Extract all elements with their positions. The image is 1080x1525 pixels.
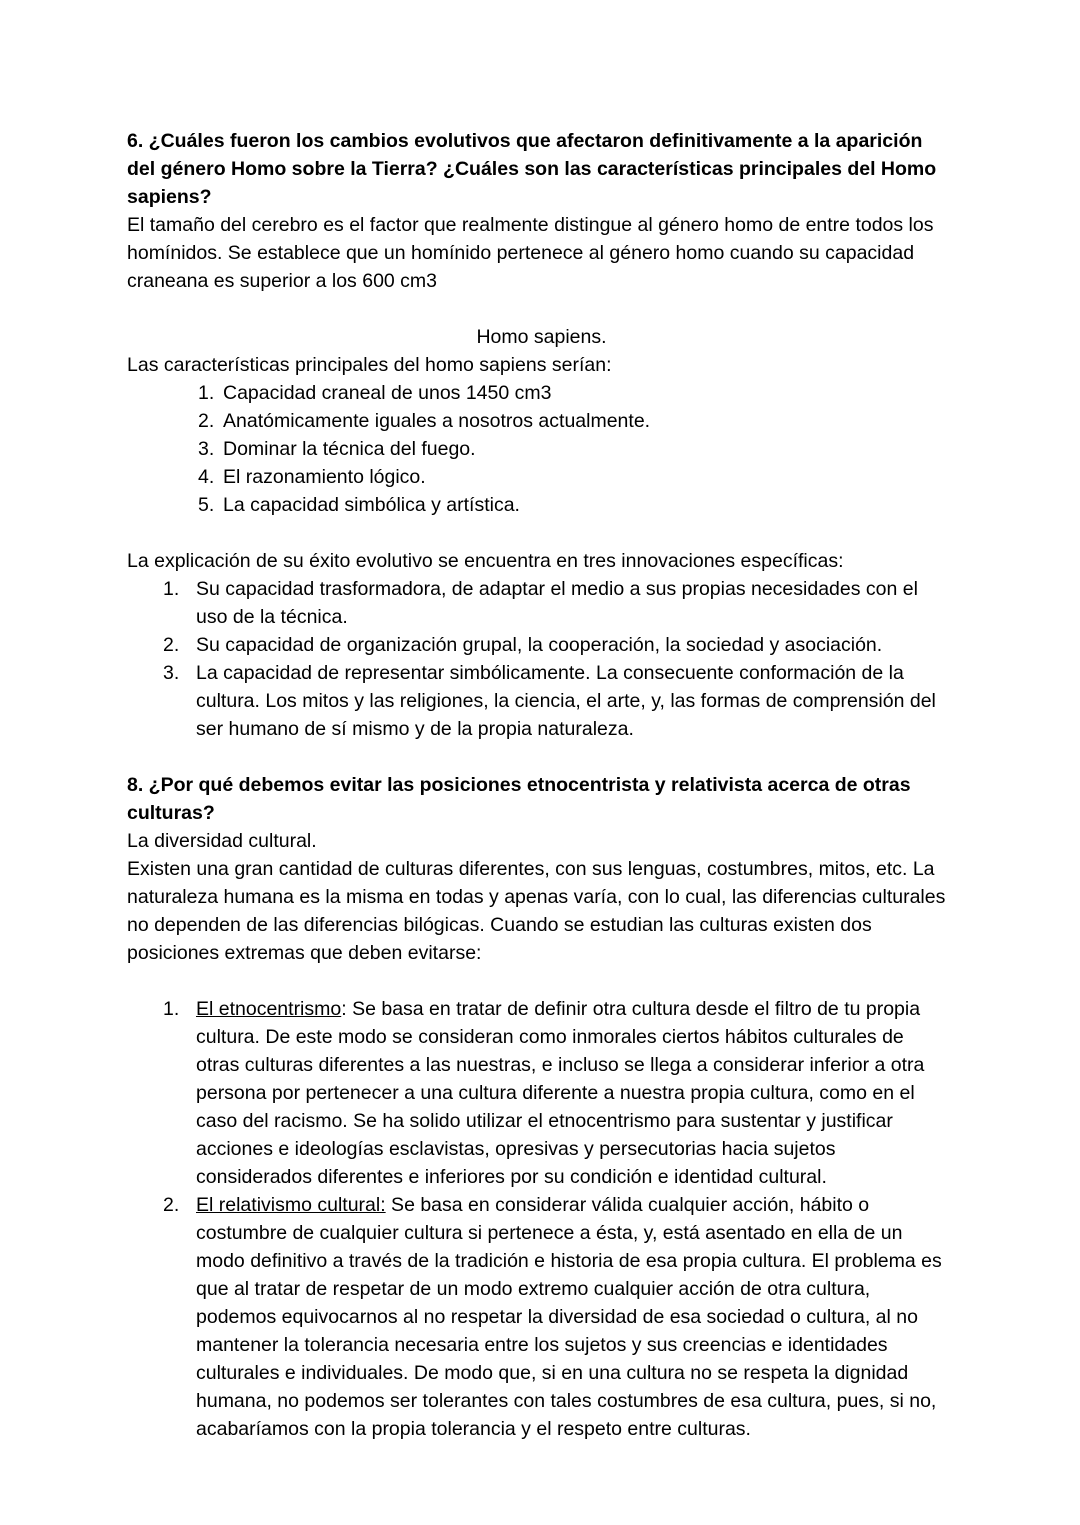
question-8-heading: 8. ¿Por qué debemos evitar las posiciones etnocentrista y relativista acerca de otras culturas? [127,774,911,824]
list-item-term: El etnocentrismo [196,998,342,1020]
list-item-number: 2. [163,634,180,656]
list-item-text: La capacidad de representar simbólicamente. La consecuente conformación de la cultura. Los mitos y las religiones, la ciencia, el arte, y, las formas de comprensión del ser humano de sí mismo y de la propia naturaleza. [196,662,936,740]
list-item [127,659,948,743]
list-item-number: 5. [198,494,215,516]
list-item [127,631,948,659]
list-item-term: El relativismo cultural: [196,1194,386,1216]
list-item-text: Su capacidad trasformadora, de adaptar el medio a sus propias necesidades con el uso de la técnica. [196,578,918,628]
list-item [127,491,948,519]
list1-lead-in: Las características principales del homo sapiens serían: [127,354,612,376]
list-item-number: 1. [163,998,180,1020]
list-item [127,435,948,463]
list-item-number: 3. [163,662,180,684]
list-item [127,995,948,1191]
list-item-text: Su capacidad de organización grupal, la cooperación, la sociedad y asociación. [196,634,883,656]
question-6-heading: 6. ¿Cuáles fueron los cambios evolutivos que afectaron definitivamente a la aparición del género Homo sobre la Tierra? ¿Cuáles son las características principales del Homo sapiens? [127,130,937,208]
list-item [127,407,948,435]
list-item-text: Capacidad craneal de unos 1450 cm3 [223,382,552,404]
document-body [127,127,948,1443]
evolutionary-innovations-list [127,575,948,743]
homo-sapiens-subheading: Homo sapiens. [476,326,607,348]
list-item-number: 1. [163,578,180,600]
list-item-number: 2. [198,410,215,432]
list-item [127,1191,948,1443]
list-item-text: Anatómicamente iguales a nosotros actualmente. [223,410,651,432]
list-item [127,575,948,631]
spacer [127,967,948,995]
homo-sapiens-characteristics-list [127,379,948,519]
spacer [127,295,948,323]
cultural-positions-list [127,995,948,1443]
list-item-text: Se basa en tratar de definir otra cultura desde el filtro de tu propia cultura. De este modo se consideran como inmorales ciertos hábitos culturales de otras culturas diferentes a las nuestras, e incluso se llega a considerar inferior a otra persona por pertenecer a una cultura diferente a nuestra propia cultura, como en el caso del racismo. Se ha solido utilizar el etnocentrismo para sustentar y justificar acciones e ideologías esclavistas, opresivas y persecutorias hacia sujetos considerados diferentes e inferiores por su condición e identidad cultural. [196,998,925,1188]
list-item-text: Dominar la técnica del fuego. [223,438,476,460]
list-item [127,463,948,491]
list-item-text: Se basa en considerar válida cualquier acción, hábito o costumbre de cualquier cultura si pertenece a ésta, y, está asentado en ella de un modo definitivo a través de la tradición e historia de esa propia cultura. El problema es que al tratar de respetar de un modo extremo cualquier acción de otra cultura, podemos equivocarnos al no respetar la diversidad de esa sociedad o cultura, al no mantener la tolerancia necesaria entre los sujetos y sus creencias e identidades culturales e individuales. De modo que, si en una cultura no se respeta la dignidad humana, no podemos ser tolerantes con tales costumbres de esa cultura, pues, si no, acabaríamos con la propia tolerancia y el respeto entre culturas. [196,1194,942,1440]
list-item [127,379,948,407]
spacer [127,519,948,547]
list-item-number: 4. [198,466,215,488]
list-item-term-suffix: : [341,998,347,1020]
list-item-text: La capacidad simbólica y artística. [223,494,520,516]
list-item-number: 2. [163,1194,180,1216]
list-item-number: 1. [198,382,215,404]
list-item-text: El razonamiento lógico. [223,466,426,488]
question-8-line-1: La diversidad cultural. [127,830,317,852]
question-6-intro-paragraph: El tamaño del cerebro es el factor que realmente distingue al género homo de entre todos los homínidos. Se establece que un homínido pertenece al género homo cuando su capacidad craneana es superior a los 600 cm3 [127,214,934,292]
question-8-paragraph: Existen una gran cantidad de culturas diferentes, con sus lenguas, costumbres, mitos, etc. La naturaleza humana es la misma en todas y apenas varía, con lo cual, las diferencias culturales no dependen de las diferencias bilógicas. Cuando se estudian las culturas existen dos posiciones extremas que deben evitarse: [127,858,946,964]
list-item-number: 3. [198,438,215,460]
list2-lead-in: La explicación de su éxito evolutivo se encuentra en tres innovaciones específicas: [127,550,844,572]
spacer [127,743,948,771]
